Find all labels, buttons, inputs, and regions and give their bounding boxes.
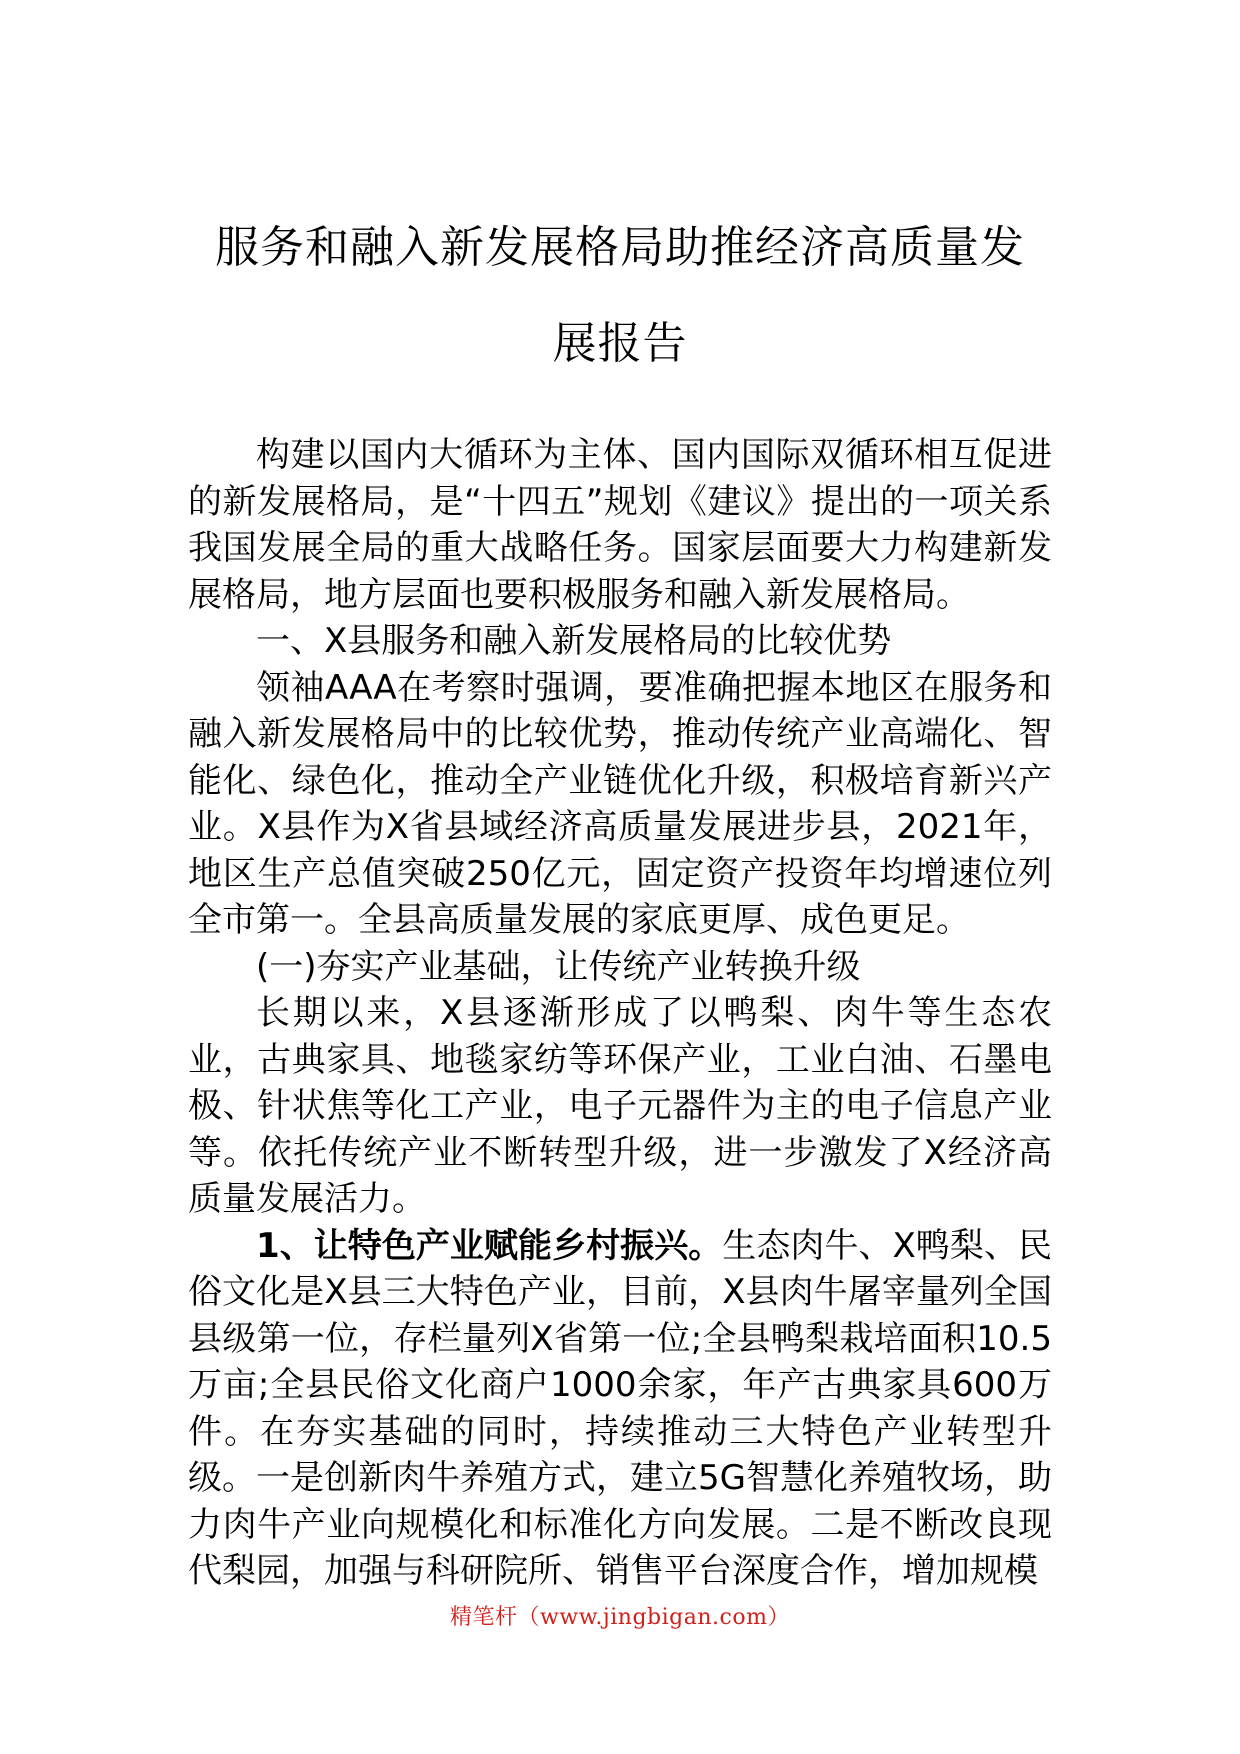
document-body [188, 432, 1052, 1595]
title-line-1: 服务和融入新发展格局助推经济高质量发 [215, 222, 1025, 273]
subsection-heading-1: (一)夯实产业基础，让传统产业转换升级 [256, 946, 861, 987]
paragraph-industry: 长期以来，X县逐渐形成了以鸭梨、肉牛等生态农业，古典家具、地毯家纺等环保产业，工业白油、石墨电极、针状焦等化工产业，电子元器件为主的电子信息产业等。依托传统产业不断转型升级，进一步激发了X经济高质量发展活力。 [188, 993, 1052, 1219]
paragraph-advantage: 领袖AAA在考察时强调，要准确把握本地区在服务和融入新发展格局中的比较优势，推动传统产业高端化、智能化、绿色化，推动全产业链优化升级，积极培育新兴产业。X县作为X省县域经济高质量发展进步县，2021年，地区生产总值突破250亿元，固定资产投资年均增速位列全市第一。全县高质量发展的家底更厚、成色更足。 [188, 667, 1052, 940]
document-title [150, 200, 1090, 392]
title-line-2: 展报告 [552, 318, 688, 369]
paragraph-special-industry [188, 1223, 1052, 1595]
paragraph-special-industry-text: 生态肉牛、X鸭梨、民俗文化是X县三大特色产业，目前，X县肉牛屠宰量列全国县级第一位，存栏量列X省第一位;全县鸭梨栽培面积10.5万亩;全县民俗文化商户1000余家，年产古典家具600万件。在夯实基础的同时，持续推动三大特色产业转型升级。一是创新肉牛养殖方式，建立5G智慧化养殖牧场，助力肉牛产业向规模化和标准化方向发展。二是不断改良现代梨园，加强与科研院所、销售平台深度合作，增加规模 [188, 1225, 1052, 1591]
footer-watermark: 精笔杆（www.jingbigan.com） [450, 1605, 790, 1630]
paragraph-intro: 构建以国内大循环为主体、国内国际双循环相互促进的新发展格局，是“十四五”规划《建议》提出的一项关系我国发展全局的重大战略任务。国家层面要大力构建新发展格局，地方层面也要积极服务和融入新发展格局。 [188, 435, 1052, 615]
section-heading-1: 一、X县服务和融入新发展格局的比较优势 [256, 621, 892, 661]
bold-lead: 1、让特色产业赋能乡村振兴。 [256, 1225, 723, 1266]
